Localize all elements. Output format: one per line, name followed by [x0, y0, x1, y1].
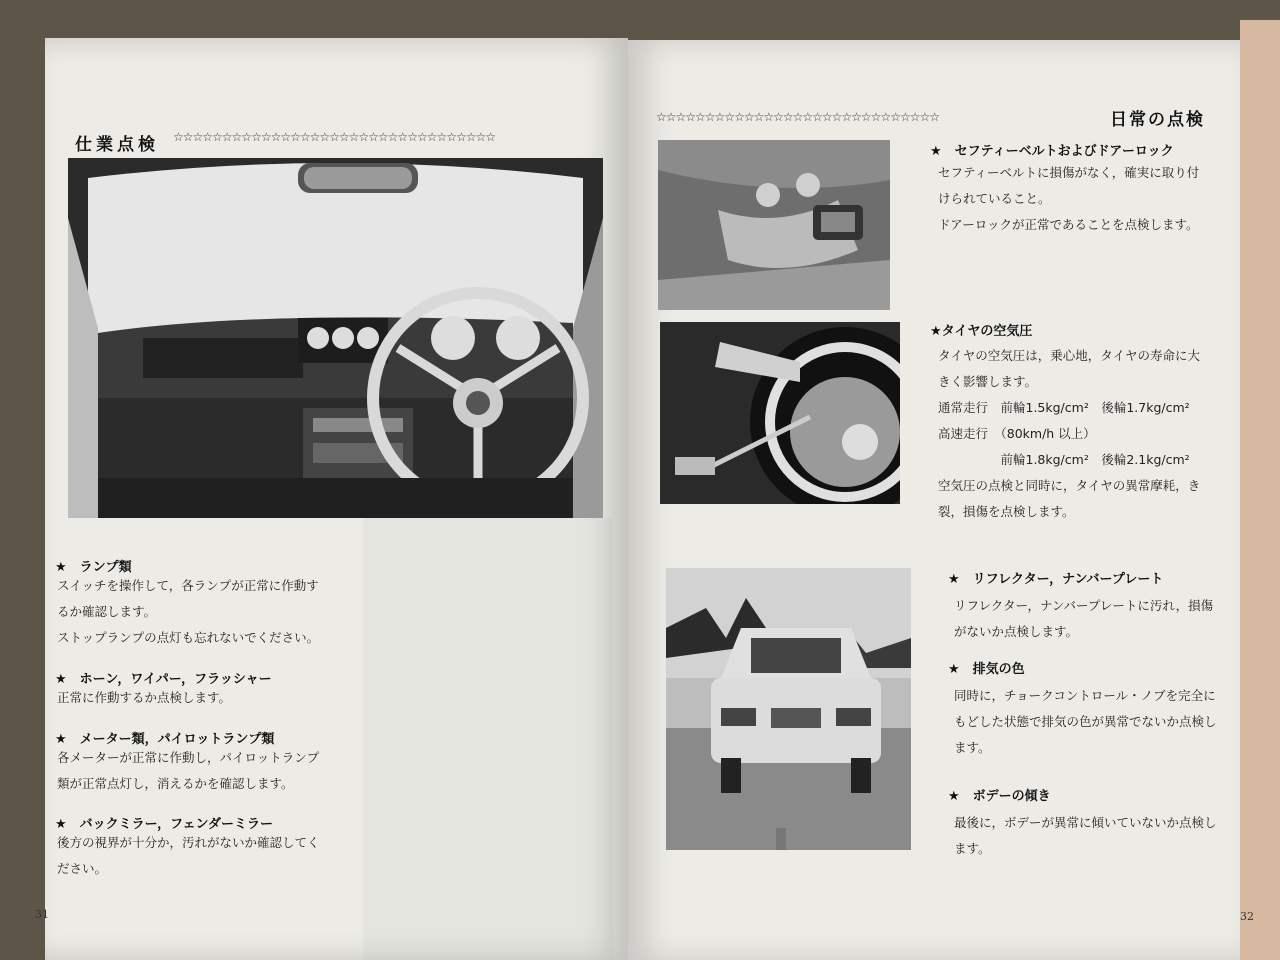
text-line: 通常走行 前輪1.5kg/cm² 後輪1.7kg/cm² — [938, 400, 1190, 415]
tire-pressure-photo — [660, 322, 900, 504]
lamps-text — [57, 573, 319, 651]
text-line: けられていること。 — [938, 191, 1051, 206]
text-line: ドアーロックが正常であることを点検します。 — [938, 217, 1199, 232]
dashboard-photo — [68, 158, 603, 518]
text-line: セフティーベルトに損傷がなく，確実に取り付 — [938, 165, 1200, 180]
tire-pressure-heading: ★タイヤの空気圧 — [930, 324, 1033, 339]
left-page-number: 31 — [35, 908, 49, 921]
text-line: 後方の視界が十分か，汚れがないか確認してく — [57, 835, 320, 850]
text-line: もどした状態で排気の色が異常でないか点検し — [954, 714, 1217, 729]
text-line: 裂，損傷を点検します。 — [938, 504, 1075, 519]
text-line: リフレクター，ナンバープレートに汚れ，損傷 — [954, 598, 1214, 613]
text-line: スイッチを操作して，各ランプが正常に作動す — [57, 578, 319, 593]
right-page-number: 32 — [1240, 910, 1254, 923]
seatbelt-photo — [658, 140, 890, 310]
text-line: ストップランプの点灯も忘れないでください。 — [57, 630, 320, 645]
text-line: 高速走行 （80km/h 以上） — [938, 426, 1096, 441]
mirrors-text — [57, 830, 320, 882]
horn-wiper-heading: ★ ホーン，ワイパー，フラッシャー — [55, 672, 272, 687]
body-tilt-text — [954, 810, 1217, 862]
meters-text — [57, 745, 319, 797]
text-line: 最後に，ボデーが異常に傾いていないか点検し — [954, 815, 1217, 830]
tire-pressure-text — [938, 343, 1200, 525]
text-line: 各メーターが正常に作動し，パイロットランプ — [57, 750, 320, 765]
text-line: 同時に，チョークコントロール・ノブを完全に — [954, 688, 1216, 703]
text-line: タイヤの空気圧は，乗心地，タイヤの寿命に大 — [938, 348, 1201, 363]
text-line: 空気圧の点検と同時に，タイヤの異常摩耗，き — [938, 478, 1201, 493]
page-shading — [363, 518, 613, 960]
exhaust-color-heading: ★ 排気の色 — [948, 662, 1025, 677]
text-line: 前輪1.8kg/cm² 後輪2.1kg/cm² — [938, 452, 1190, 467]
left-page — [35, 38, 628, 960]
text-line: ださい。 — [57, 861, 108, 876]
text-line: がないか点検します。 — [954, 624, 1079, 639]
body-tilt-heading: ★ ボデーの傾き — [948, 789, 1051, 804]
mirrors-heading: ★ バックミラー，フェンダーミラー — [55, 817, 273, 832]
reflector-text — [954, 593, 1213, 645]
text-line: ます。 — [954, 841, 991, 856]
text-line: 正常に作動するか点検します。 — [57, 690, 232, 705]
right-title-star-rule: ☆☆☆☆☆☆☆☆☆☆☆☆☆☆☆☆☆☆☆☆☆☆☆☆☆☆☆☆☆ — [656, 110, 939, 124]
meters-heading: ★ メーター類，パイロットランプ類 — [55, 732, 275, 747]
book-edge — [1240, 20, 1280, 960]
seatbelt-text — [938, 160, 1199, 238]
left-page-title: 仕業点検 — [75, 135, 159, 155]
left-title-star-rule: ☆☆☆☆☆☆☆☆☆☆☆☆☆☆☆☆☆☆☆☆☆☆☆☆☆☆☆☆☆☆☆☆☆ — [173, 130, 496, 144]
right-page — [628, 40, 1254, 960]
right-page-title: 日常の点検 — [1110, 110, 1205, 130]
text-line: ます。 — [954, 740, 991, 755]
exhaust-color-text — [954, 683, 1217, 761]
reflector-heading: ★ リフレクター，ナンバープレート — [948, 572, 1164, 587]
text-line: るか確認します。 — [57, 604, 157, 619]
car-rear-photo — [666, 568, 911, 850]
lamps-heading: ★ ランプ類 — [55, 560, 132, 575]
seatbelt-heading: ★ セフティーベルトおよびドアーロック — [930, 144, 1174, 159]
text-line: 類が正常点灯し，消えるかを確認します。 — [57, 776, 294, 791]
text-line: きく影響します。 — [938, 374, 1038, 389]
horn-wiper-text — [57, 685, 231, 711]
